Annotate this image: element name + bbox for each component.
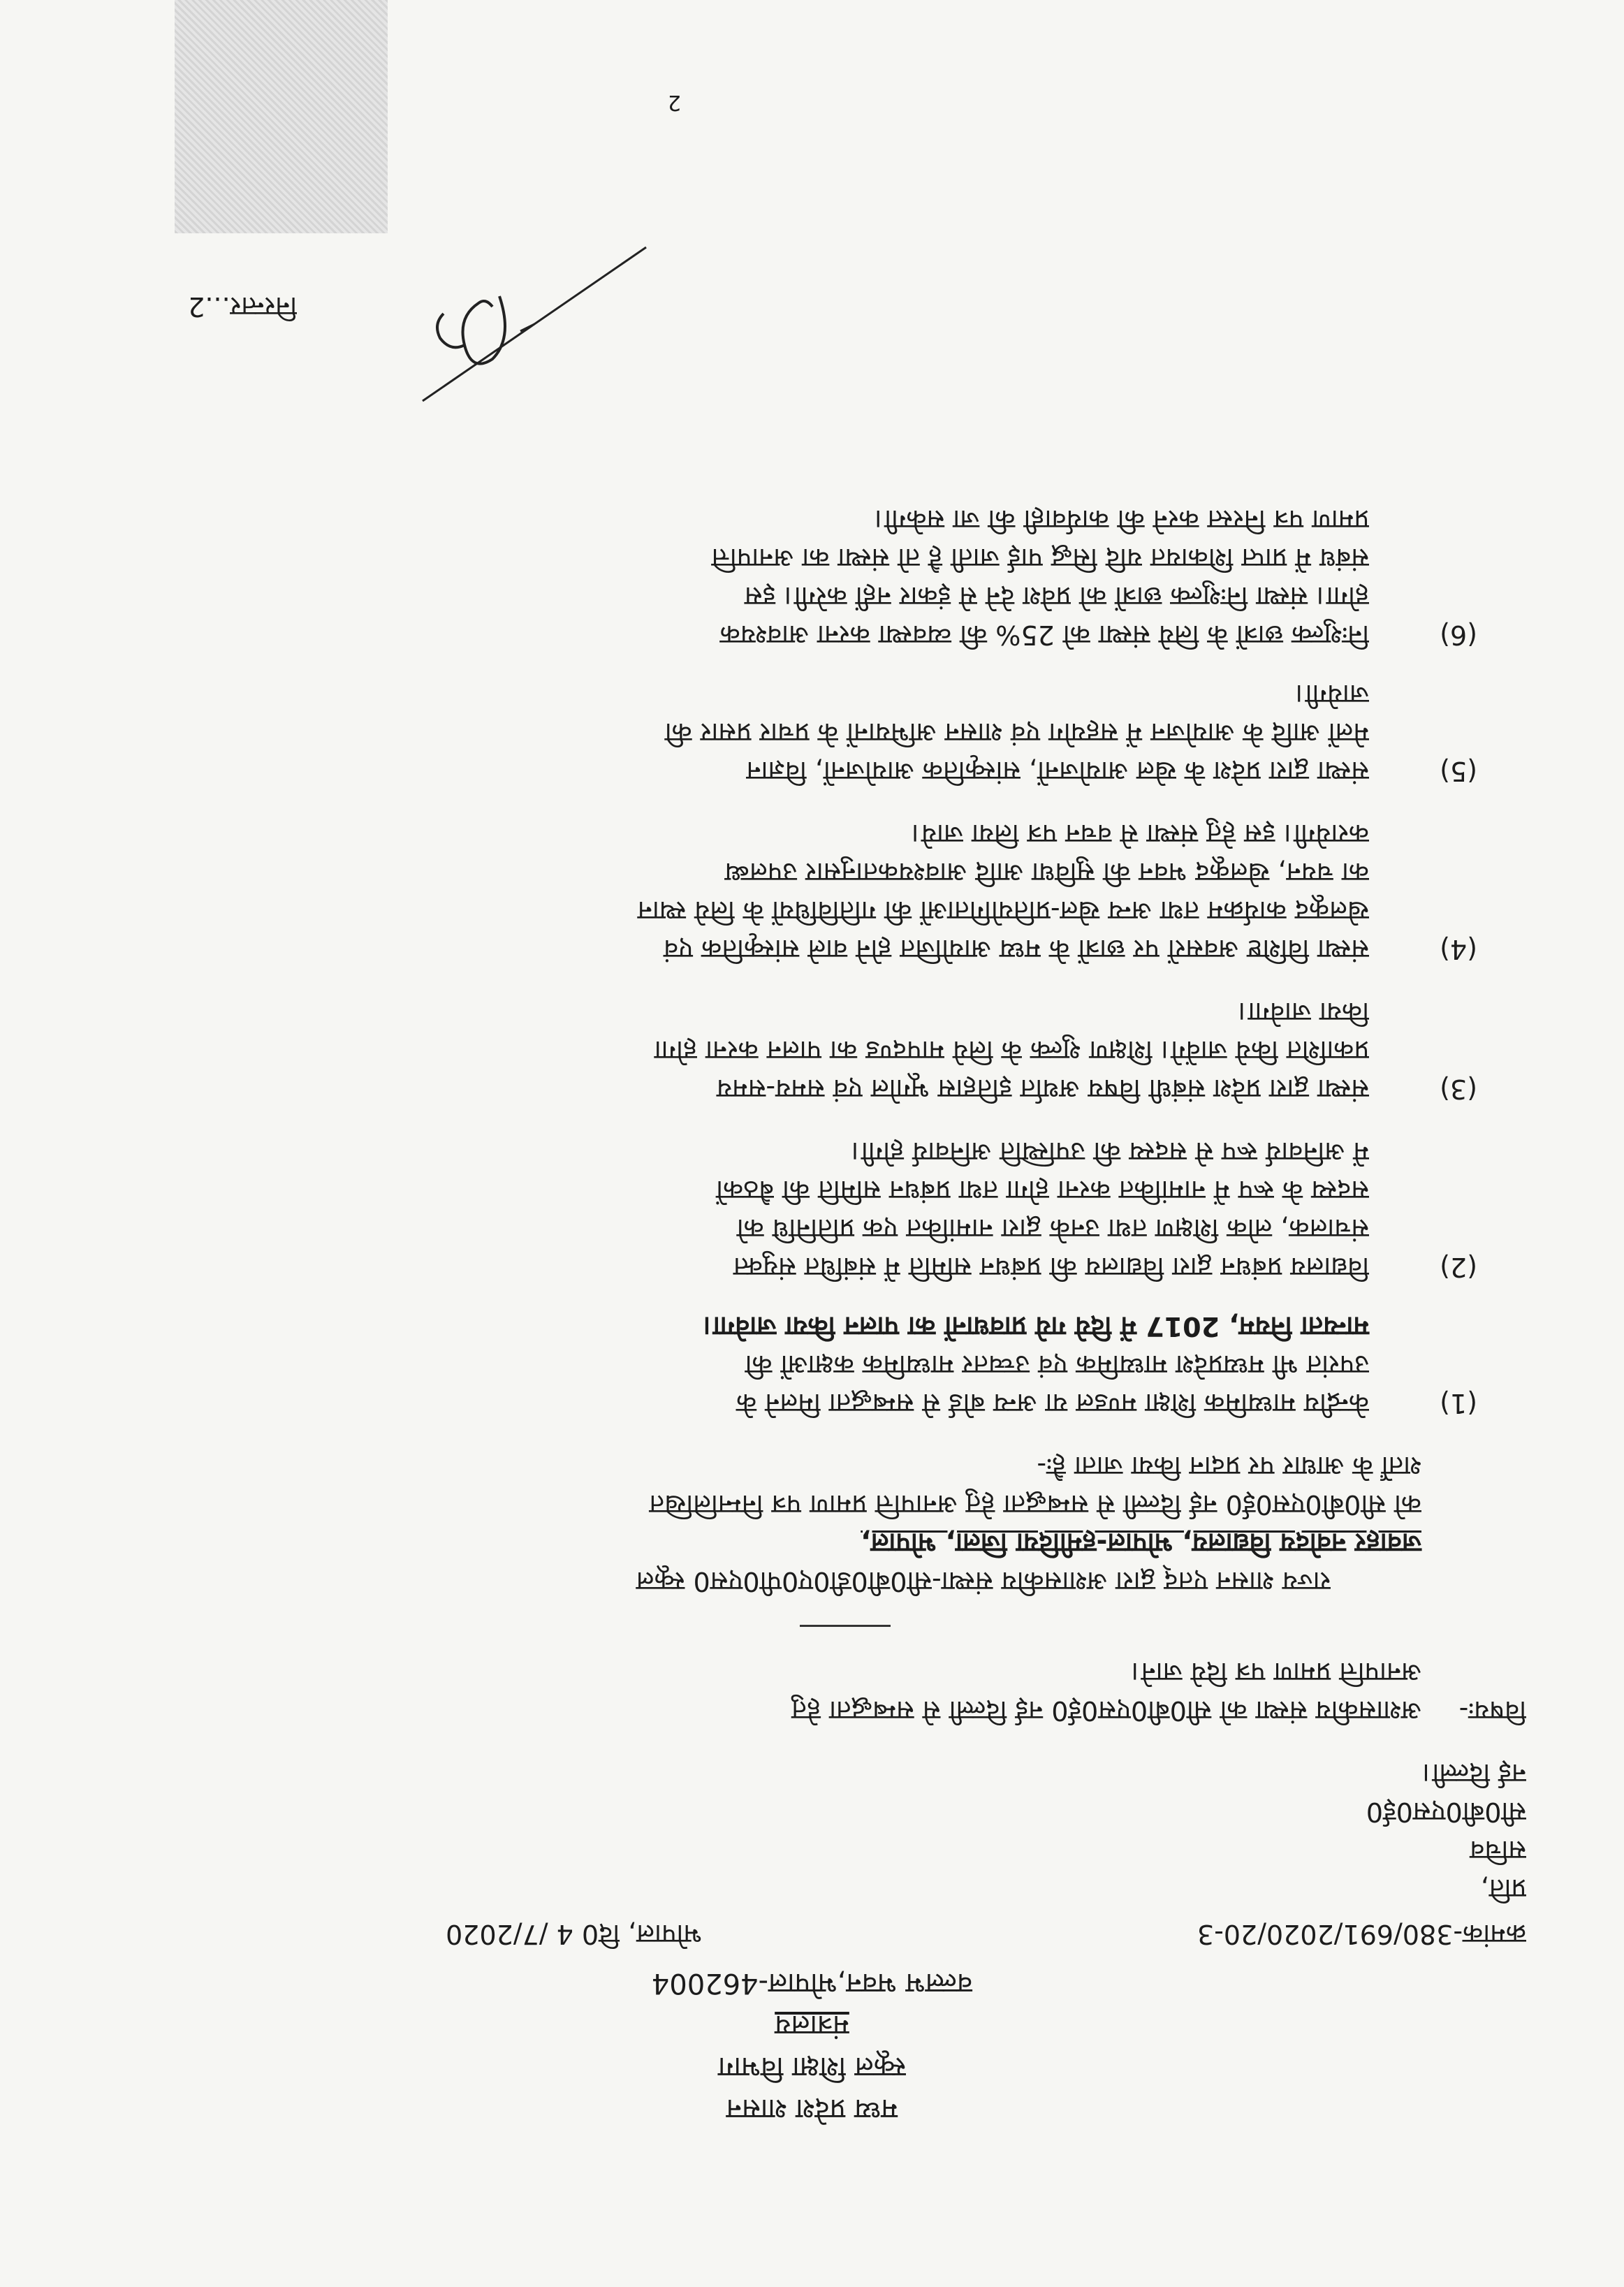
prati-label: प्रति, — [1480, 1873, 1526, 1904]
continued-marker: निरन्तर...2 — [188, 291, 297, 322]
point-number: (1) — [1440, 1388, 1477, 1419]
point-line: केन्द्रीय माध्यमिक शिक्षा मण्डल या अन्य बोर्ड से सम्बद्धता मिलने के — [736, 1388, 1369, 1419]
govt-name: मध्य प्रदेश शासन — [726, 2093, 898, 2125]
point-line: जायेगी। — [1295, 679, 1369, 710]
point-line: मेलों आदि के आयोजन में सहयोग एवं शासन अभियानों के प्रचार प्रसार की — [664, 717, 1369, 748]
point-number: (3) — [1440, 1074, 1477, 1104]
point-line: में अनिवार्य रूप से सदस्य की उपस्थिति अनिवार्य होगी। — [851, 1137, 1369, 1167]
subject-line-1: अशासकीय संस्था को सी0बी0एस0ई0 नई दिल्ली से सम्बद्धता हेतु — [791, 1695, 1421, 1726]
ministry-name: मंत्रालय — [775, 2009, 849, 2041]
subject-line-2: अनापत्ति प्रमाण पत्र दिये जाने। — [1131, 1657, 1421, 1688]
point-line: का चयन, खेलकूद भवन की सुविधा आदि आवश्यकतानुसार उपलब्ध — [724, 857, 1369, 888]
addressee-org: सी0बी0एस0ई0 — [1366, 1797, 1526, 1827]
signature — [381, 219, 674, 429]
intro-line: राज्य शासन एतद् द्वारा अशासकीय संस्था-सी0बी0डी0ए0पी0एस0 स्कूल — [636, 1566, 1331, 1597]
point-line: संबंध में प्राप्त शिकायत यदि सिद्ध पाई जाती है तो संस्था का अनापत्ति — [711, 543, 1369, 573]
point-line: होगा। संस्था निःशुल्क छात्रों को प्रवेश देने से इंकार नहीं करेगी। इस — [744, 581, 1369, 612]
point-line: मान्यता नियम, 2017 में दिये गये प्रावधानों का पालन किया जावेगा। — [703, 1311, 1369, 1342]
letter-date: भोपाल, दि0 4 /7/2020 — [446, 1919, 702, 1950]
department-name: स्कूल शिक्षा विभाग — [717, 2051, 907, 2083]
point-line: प्रमाण पत्र निरस्त करने की कार्यवाही की जा सकेगी। — [874, 504, 1369, 535]
intro-line: शर्तों के आधार पर प्रदान किया जाता हैः- — [1037, 1451, 1421, 1482]
point-line: संस्था द्वारा प्रदेश के खेल आयोजनों, सांस्कृतिक आयोजनों, विज्ञान — [746, 756, 1369, 787]
point-line: उपरांत भी मध्यप्रदेश माध्यमिक एवं उच्चतर माध्यमिक कक्षाओं की — [745, 1350, 1369, 1380]
point-line: निःशुल्क छात्रों के लिये संस्था को 25% की व्यवस्था करना आवश्यक — [719, 620, 1369, 650]
addressee-title: सचिव — [1470, 1835, 1526, 1866]
subject-separator — [800, 1625, 891, 1627]
point-number: (4) — [1440, 934, 1477, 965]
point-number: (6) — [1440, 620, 1477, 650]
point-line: किया जावेगा। — [1238, 997, 1369, 1028]
point-number: (2) — [1440, 1252, 1477, 1283]
point-line: सदस्य के रूप में नामांकित करना होगा तथा प्रबंधन समिति की बैठकों — [716, 1175, 1369, 1206]
scan-artifact — [175, 0, 388, 233]
point-number: (5) — [1440, 756, 1477, 787]
point-line: संचालक, लोक शिक्षण तथा उनके द्वारा नामांकित एक प्रतिनिधि को — [736, 1213, 1369, 1244]
point-line: विद्यालय प्रबंधन द्वारा विद्यालय की प्रबंधन समिति में संबंधित संयुक्त — [733, 1252, 1369, 1283]
intro-line: को सी0बी0एस0ई0 नई दिल्ली से सम्बद्धता हेतु अनापत्ति प्रमाण पत्र निम्नलिखित — [649, 1489, 1421, 1520]
point-line: करायेगी। इस हेतु संस्था से वचन पत्र लिया जाये। — [911, 819, 1369, 849]
page-mark: 2 — [667, 90, 681, 115]
addressee-city: नई दिल्ली। — [1422, 1758, 1526, 1789]
intro-line: जवाहर नवोदय विद्यालय, भोपाल-हमीदिया जिला, भोपाल, — [861, 1528, 1421, 1558]
reference-number: क्रमांक-380/691/2020/20-3 — [1197, 1919, 1526, 1950]
point-line: प्रकाशित किये जावेंगे। शिक्षण शुल्क के लिये मापदण्ड का पालन करना होगा — [654, 1035, 1369, 1066]
point-line: खेलकूद कार्यक्रम तथा अन्य खेल-प्रतियोगिताओं की गतिविधियों के लिये स्थान — [637, 896, 1369, 926]
point-line: संस्था द्वारा प्रदेश संबंधी विषय अर्थात इतिहास भूगोल एवं समय-समय — [717, 1074, 1369, 1104]
point-line: संस्था विशिष्ट अवसरों पर छात्रों के मध्य आयोजित होने वाले सांस्कृतिक एवं — [663, 934, 1369, 965]
subject-label: विषयः- — [1458, 1695, 1526, 1726]
office-address: वल्लभ भवन,भोपाल-462004 — [651, 1967, 973, 1999]
